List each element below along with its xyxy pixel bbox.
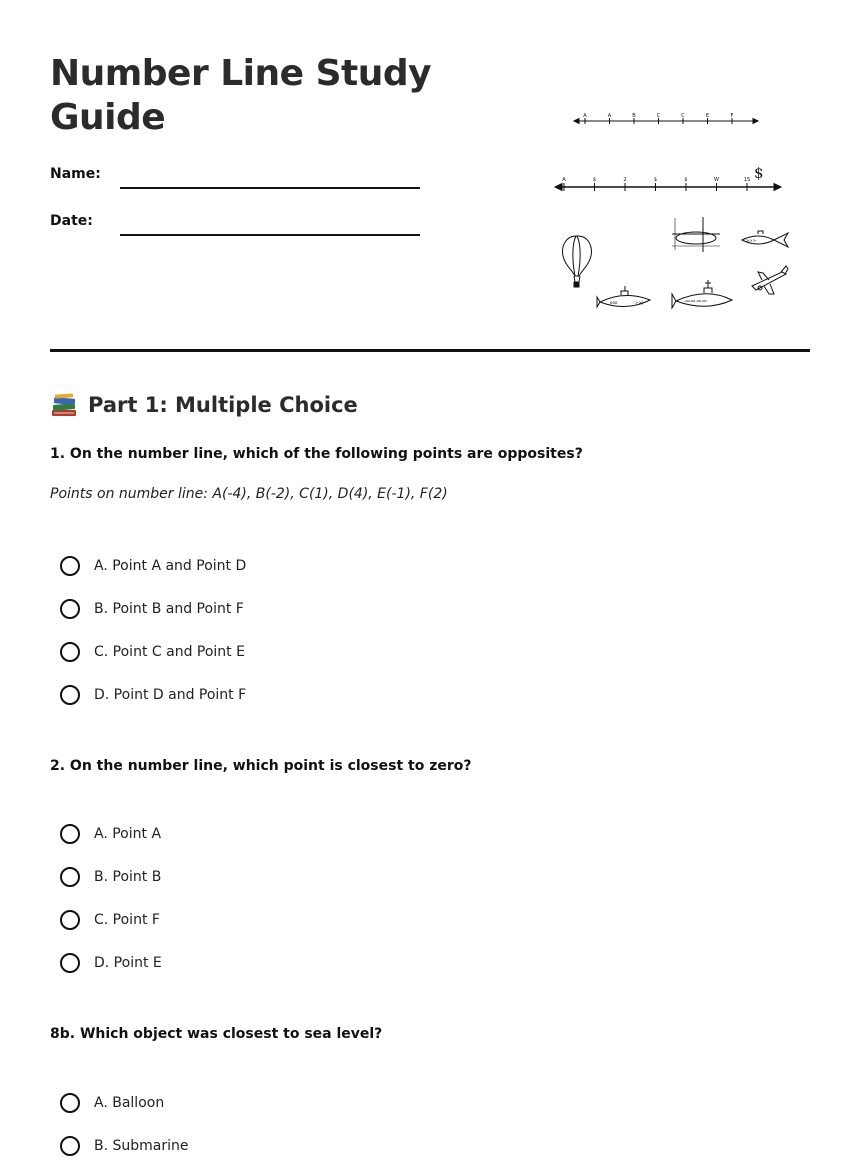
radio-button[interactable] — [60, 685, 80, 705]
q2-option-d[interactable] — [60, 950, 162, 976]
svg-text:ooo: ooo — [610, 300, 618, 305]
submarine-icon — [672, 280, 732, 308]
svg-text:-oo-oo-oo-oo: -oo-oo-oo-oo — [684, 299, 707, 303]
date-label: Date: — [50, 213, 93, 229]
q2-option-c[interactable] — [60, 907, 160, 933]
bottom-line-label: A — [562, 177, 566, 183]
name-label: Name: — [50, 166, 101, 182]
question-1-note: Points on number line: A(-4), B(-2), C(1), D(4), E(-1), F(2) — [50, 486, 448, 502]
airplane-icon — [752, 266, 788, 294]
top-line-label: A — [583, 113, 587, 119]
option-label: D. Point D and Point F — [94, 687, 247, 703]
page-title: Number Line Study Guide — [50, 53, 432, 138]
radio-button[interactable] — [60, 867, 80, 887]
top-line-label: E — [705, 113, 710, 119]
q2-option-a[interactable] — [60, 821, 161, 847]
bottom-line-label: $ — [684, 177, 688, 183]
option-label: A. Point A and Point D — [94, 558, 247, 574]
bottom-number-line — [555, 183, 781, 191]
radio-button[interactable] — [60, 1093, 80, 1113]
section-title: Part 1: Multiple Choice — [88, 393, 358, 417]
radio-button[interactable] — [60, 1136, 80, 1156]
dollar-sign: $ — [754, 164, 764, 182]
radio-button[interactable] — [60, 910, 80, 930]
svg-text:>>|: >>| — [635, 300, 644, 305]
radio-button[interactable] — [60, 824, 80, 844]
top-line-label: C — [681, 113, 685, 119]
radio-button[interactable] — [60, 599, 80, 619]
option-label: C. Point F — [94, 912, 160, 928]
radio-button[interactable] — [60, 953, 80, 973]
date-field[interactable] — [120, 234, 420, 236]
q1-option-a[interactable] — [60, 553, 246, 579]
option-label: A. Balloon — [94, 1095, 165, 1111]
radio-button[interactable] — [60, 642, 80, 662]
top-line-label: C — [656, 113, 661, 119]
option-label: D. Point E — [94, 955, 162, 971]
option-label: B. Point B and Point F — [94, 601, 244, 617]
top-line-label: A — [607, 113, 612, 119]
question-2: 2. On the number line, which point is closest to zero? — [50, 758, 472, 774]
number-line-illustration — [548, 100, 798, 315]
option-label: C. Point C and Point E — [94, 644, 245, 660]
top-line-label: F — [730, 113, 734, 119]
question-8b: 8b. Which object was closest to sea level? — [50, 1026, 383, 1042]
q1-option-c[interactable] — [60, 639, 245, 665]
coordinate-cross-icon — [672, 217, 720, 252]
q2-option-b[interactable] — [60, 864, 161, 890]
submarine-icon — [597, 286, 650, 307]
question-1: 1. On the number line, which of the following points are opposites? — [50, 446, 583, 462]
bottom-line-label: W — [714, 177, 719, 183]
name-field[interactable] — [120, 187, 420, 189]
books-icon — [50, 391, 78, 419]
section-divider — [50, 349, 810, 352]
q8b-option-a[interactable] — [60, 1090, 164, 1116]
bottom-line-label: $ — [592, 177, 597, 183]
fish-icon — [742, 231, 788, 247]
q1-option-b[interactable] — [60, 596, 244, 622]
section-heading — [50, 388, 358, 422]
bottom-line-label: 15 — [743, 177, 751, 183]
option-label: A. Point A — [94, 826, 162, 842]
svg-text:>>>: >>> — [746, 238, 757, 243]
option-label: B. Point B — [94, 869, 162, 885]
bottom-line-label: 2 — [623, 177, 627, 183]
top-line-label: B — [632, 113, 636, 119]
bottom-line-label: $ — [653, 177, 658, 183]
q1-option-d[interactable] — [60, 682, 246, 708]
option-label: B. Submarine — [94, 1138, 189, 1154]
radio-button[interactable] — [60, 556, 80, 576]
q8b-option-b[interactable] — [60, 1133, 189, 1159]
hot-air-balloon-icon — [563, 236, 592, 287]
